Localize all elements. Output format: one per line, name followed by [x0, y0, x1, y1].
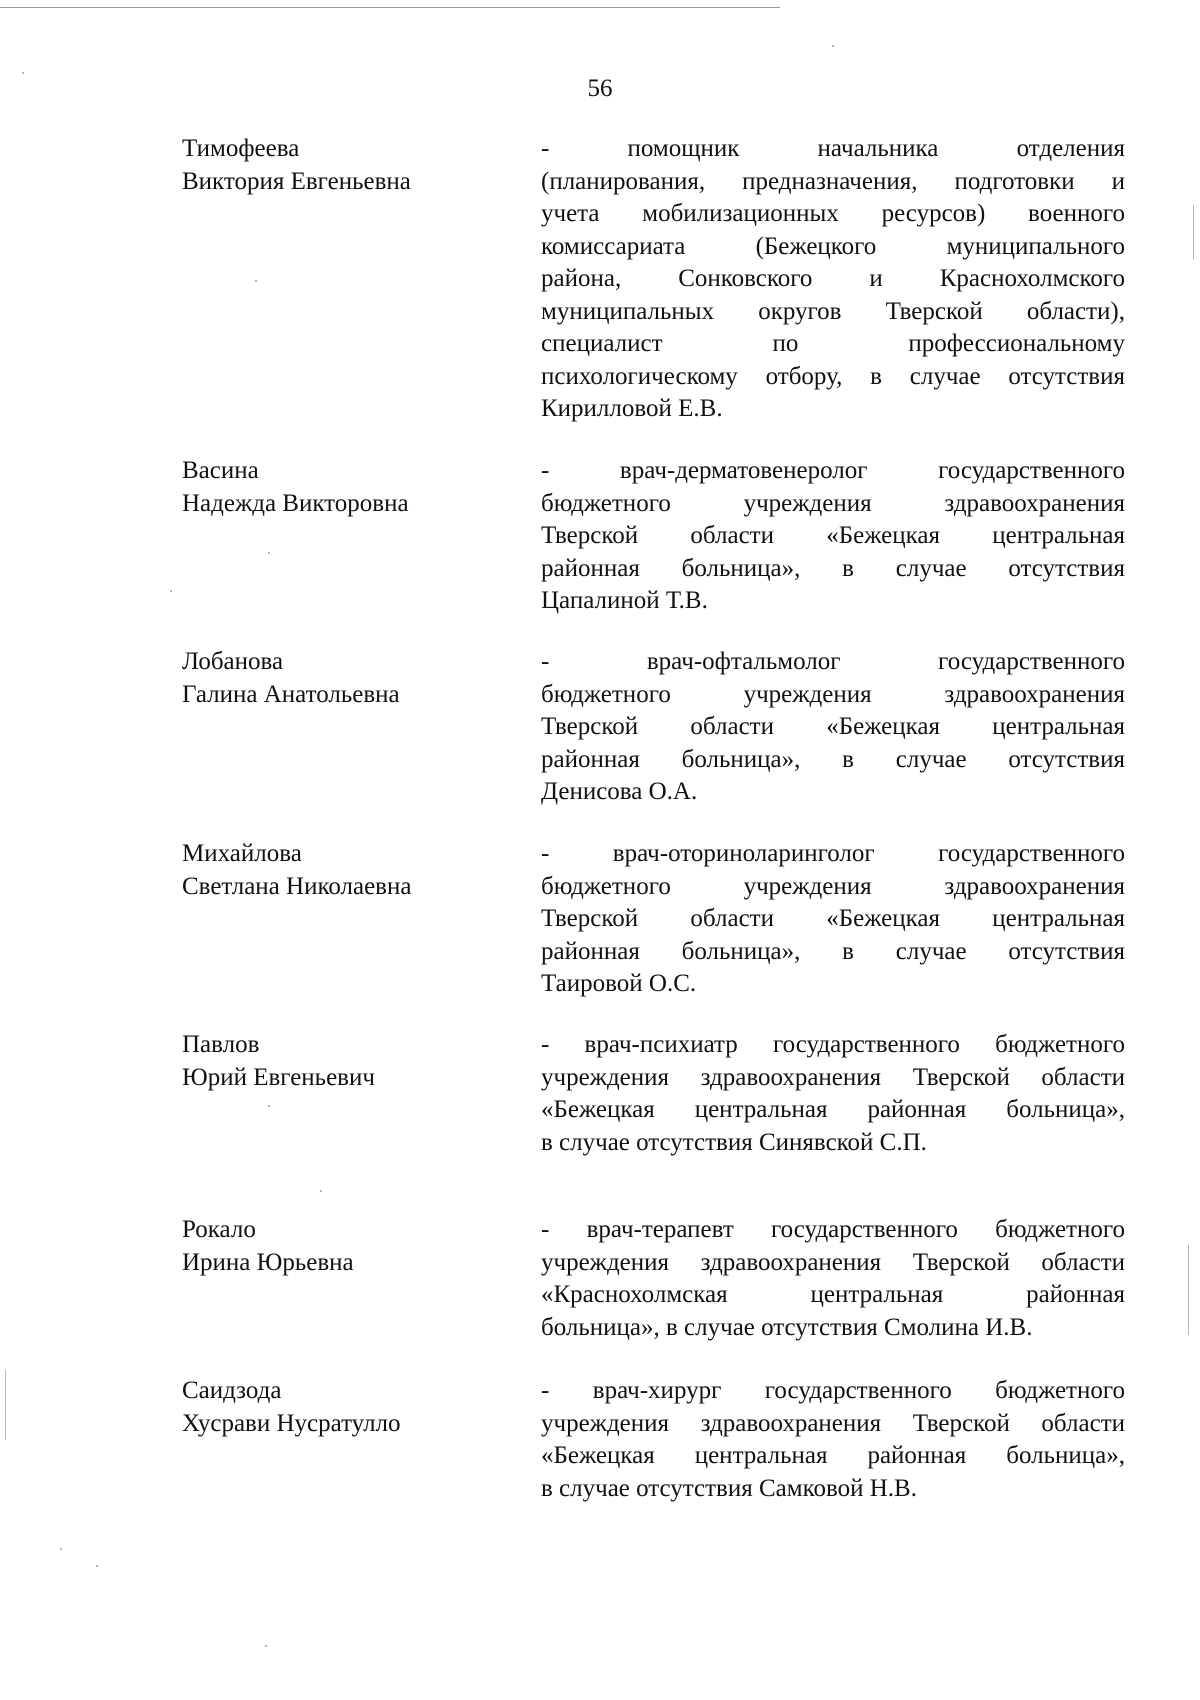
scan-speck [265, 1645, 267, 1647]
scan-edge-mark [5, 1370, 6, 1440]
appointee-given-names: Хусрави Нусратулло [182, 1409, 401, 1437]
appointee-name [182, 455, 522, 520]
appointee-name [182, 1375, 522, 1440]
scan-speck [22, 72, 24, 74]
position-line: Денисова О.А. [541, 778, 698, 805]
appointee-position [541, 1029, 1125, 1159]
position-line: районная больница», в случае отсутствия [541, 937, 1125, 965]
position-line: - врач-офтальмолог государственного [541, 648, 1125, 675]
position-line: «Краснохолмская центральная районная [541, 1281, 1125, 1308]
scan-speck [60, 1548, 62, 1550]
position-line: в случае отсутствия Самковой Н.В. [541, 1474, 917, 1502]
position-line: Тверской области «Бежецкая центральная [541, 905, 1125, 932]
page-number: 56 [587, 75, 613, 102]
position-line: Тверской области «Бежецкая центральная [541, 713, 1125, 740]
appointee-name [182, 133, 522, 198]
appointee-position [541, 1375, 1125, 1505]
appointee-name [182, 838, 522, 903]
position-line: больница», в случае отсутствия Смолина И.В. [541, 1313, 1033, 1341]
position-line: бюджетного учреждения здравоохранения [541, 872, 1125, 900]
appointee-given-names: Виктория Евгеньевна [182, 167, 411, 195]
position-line: района, Сонковского и Краснохолмского [541, 265, 1125, 292]
position-line: специалист по профессиональному [541, 330, 1125, 357]
appointee-given-names: Юрий Евгеньевич [182, 1063, 375, 1091]
appointee-surname: Рокало [182, 1216, 256, 1243]
position-line: учреждения здравоохранения Тверской области [541, 1063, 1125, 1091]
position-line: комиссариата (Бежецкого муниципального [541, 232, 1125, 260]
scan-edge-mark [1188, 1245, 1189, 1335]
scan-speck [170, 590, 172, 592]
appointee-position [541, 646, 1125, 809]
appointee-position [541, 133, 1125, 426]
appointee-surname: Тимофеева [182, 135, 300, 162]
position-line: бюджетного учреждения здравоохранения [541, 489, 1125, 517]
position-line: учреждения здравоохранения Тверской области [541, 1409, 1125, 1437]
position-line: в случае отсутствия Синявской С.П. [541, 1128, 927, 1156]
appointee-position [541, 1214, 1125, 1344]
appointee-name [182, 1214, 522, 1279]
position-line: «Бежецкая центральная районная больница», [541, 1096, 1125, 1123]
position-line: учреждения здравоохранения Тверской области [541, 1248, 1125, 1276]
position-line: Кирилловой Е.В. [541, 395, 723, 422]
position-line: Таировой О.С. [541, 970, 697, 997]
appointee-surname: Павлов [182, 1031, 260, 1058]
scan-speck [96, 1565, 98, 1567]
position-line: бюджетного учреждения здравоохранения [541, 680, 1125, 708]
appointee-name [182, 1029, 522, 1094]
position-line: (планирования, предназначения, подготовки и [541, 167, 1125, 195]
scan-speck [255, 280, 257, 282]
position-line: - помощник начальника отделения [541, 135, 1125, 162]
appointee-given-names: Светлана Николаевна [182, 872, 412, 900]
position-line: психологическому отбору, в случае отсутствия [541, 362, 1125, 390]
position-line: - врач-психиатр государственного бюджетного [541, 1031, 1125, 1058]
position-line: - врач-оториноларинголог государственного [541, 840, 1125, 867]
position-line: учета мобилизационных ресурсов) военного [541, 200, 1125, 227]
appointee-surname: Саидзода [182, 1377, 282, 1404]
appointee-surname: Михайлова [182, 840, 302, 867]
position-line: «Бежецкая центральная районная больница», [541, 1442, 1125, 1469]
scan-speck [832, 45, 834, 47]
position-line: - врач-дерматовенеролог государственного [541, 457, 1125, 484]
appointee-position [541, 455, 1125, 618]
appointee-position [541, 838, 1125, 1001]
appointee-given-names: Надежда Викторовна [182, 489, 409, 517]
position-line: районная больница», в случае отсутствия [541, 554, 1125, 582]
scan-edge-mark [1193, 205, 1194, 260]
appointee-given-names: Галина Анатольевна [182, 680, 400, 708]
position-line: - врач-терапевт государственного бюджетного [541, 1216, 1125, 1243]
scan-speck [320, 1190, 322, 1192]
appointee-given-names: Ирина Юрьевна [182, 1248, 354, 1276]
scan-top-edge-line [0, 7, 780, 8]
position-line: районная больница», в случае отсутствия [541, 745, 1125, 773]
appointee-name [182, 646, 522, 711]
position-line: муниципальных округов Тверской области), [541, 297, 1125, 325]
appointee-surname: Лобанова [182, 648, 284, 675]
position-line: Цапалиной Т.В. [541, 587, 708, 614]
appointee-surname: Васина [182, 457, 259, 484]
scan-speck [268, 1105, 270, 1107]
scan-speck [268, 552, 270, 554]
position-line: Тверской области «Бежецкая центральная [541, 522, 1125, 549]
position-line: - врач-хирург государственного бюджетного [541, 1377, 1125, 1404]
